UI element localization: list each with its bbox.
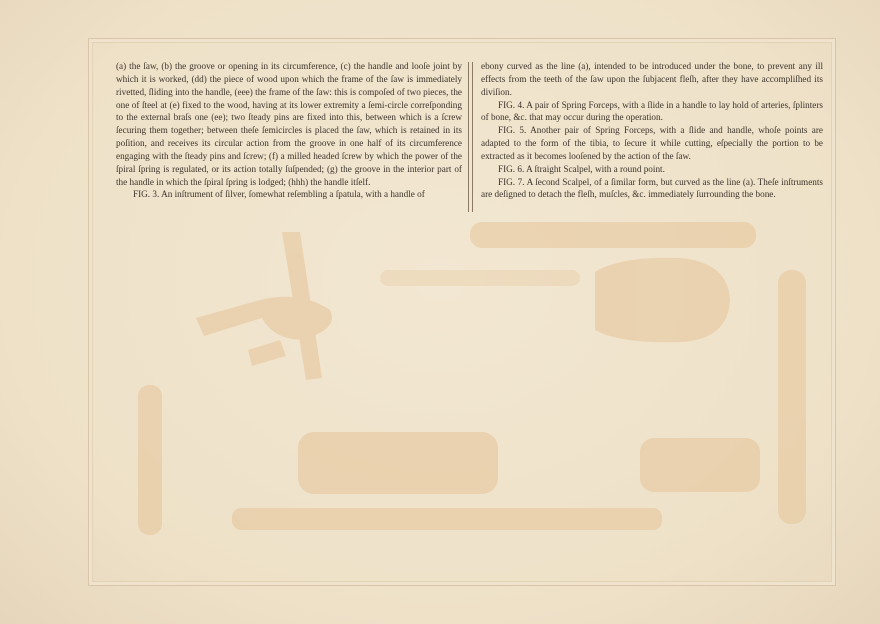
text-column-left bbox=[116, 60, 462, 201]
paragraph-fig4: FIG. 4. A pair of Spring Forceps, with a ſlide in a handle to lay hold of arteries, ſplinters of bone, &c. that may occur during the operation. bbox=[481, 99, 823, 123]
paragraph: ebony curved as the line (a), intended to be introduced under the bone, to prevent any ill effects from the teeth of the ſaw upon the ſubjacent fleſh, after they have accompliſhed its diviſion. bbox=[481, 61, 823, 97]
paragraph-fig3: FIG. 3. An inſtrument of ſilver, ſomewhat reſembling a ſpatula, with a handle of bbox=[133, 189, 425, 200]
paragraph-fig5: FIG. 5. Another pair of Spring Forceps, with a ſlide and handle, whoſe points are adapted to the form of the tibia, to ſecure it while cutting, eſpecially the portion to be extracted as it becomes looſened by the action of the ſaw. bbox=[481, 125, 823, 161]
paragraph: (a) the ſaw, (b) the groove or opening in its circumference, (c) the handle and looſe joint by which it is worked, (dd) the piece of wood upon which the frame of the ſaw is immediately rivetted, ſliding into the handle, (eee) the frame of the ſaw: this is compoſed of two pieces, the one of ſteel at (e) fixed to the wood, having at its lower extremity a ſemi-circle correſponding to the external braſs one (ee); two ſteady pins are fixed into this, between which is a ſcrew ſecuring them together; between theſe ſemicircles is placed the ſaw, which is retained in its poſition, and receives its circular action from the groove in one half of its circumference engaging with the ſteady pins and ſcrew; (f) a milled headed ſcrew by which the power of the ſpiral ſpring is regulated, or its action totally ſuſpended; (g) the groove in the interior part of the handle in which the ſpiral ſpring is lodged; (hhh) the handle itſelf. bbox=[116, 61, 462, 187]
paragraph-fig6: FIG. 6. A ſtraight Scalpel, with a round point. bbox=[498, 163, 665, 174]
text-column-right bbox=[481, 60, 823, 201]
column-divider bbox=[468, 62, 473, 212]
paragraph-fig7: FIG. 7. A ſecond Scalpel, of a ſimilar form, but curved as the line (a). Theſe inſtruments are deſigned to detach the fleſh, muſcles, &c. immediately ſurrounding the bone. bbox=[481, 176, 823, 200]
